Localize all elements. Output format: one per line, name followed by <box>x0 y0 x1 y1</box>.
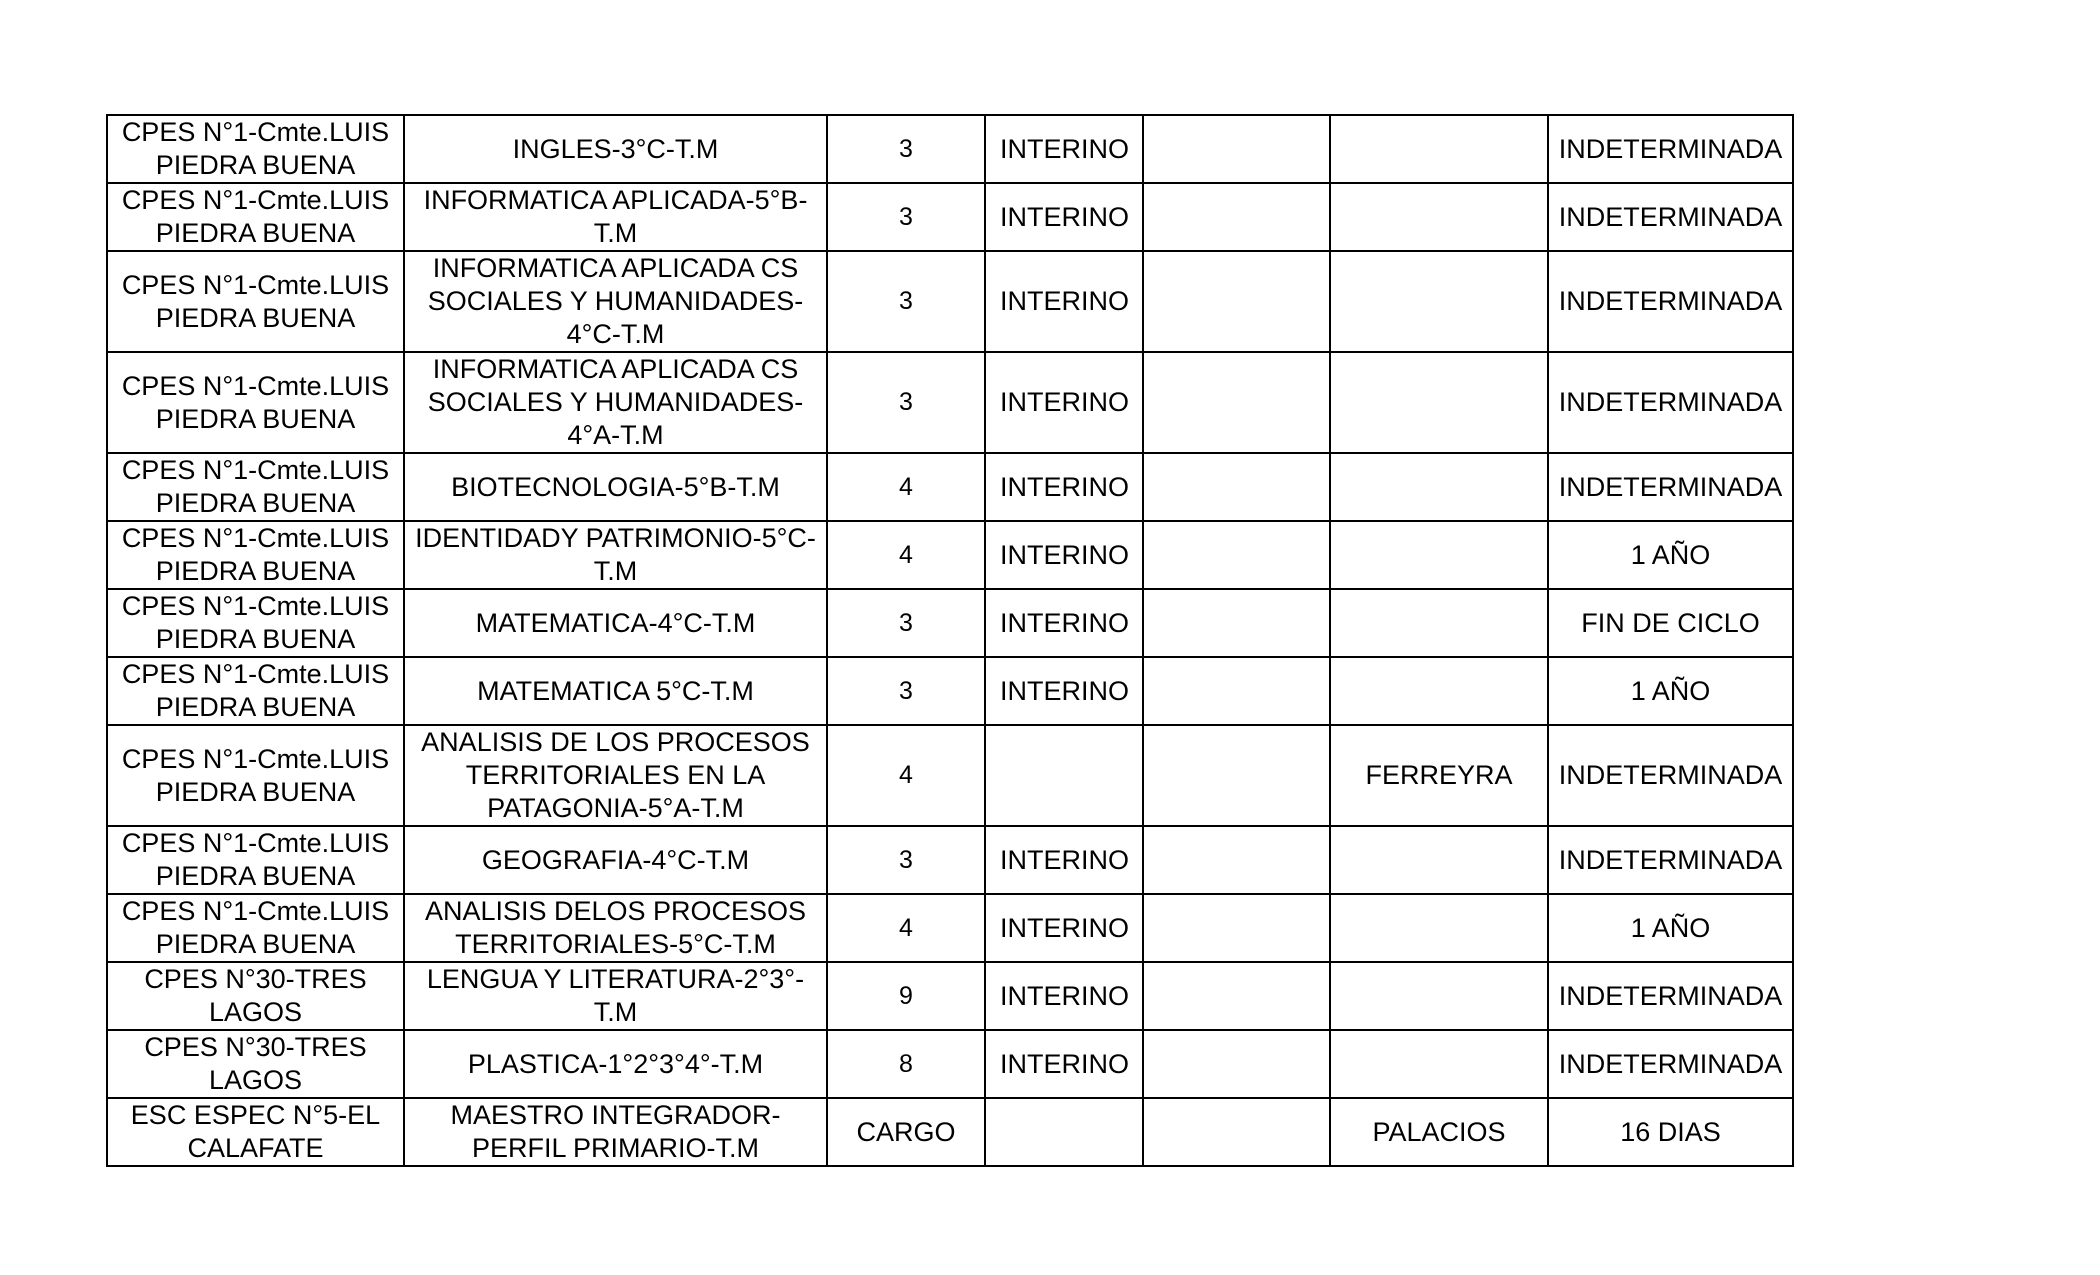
name-cell <box>1330 183 1548 251</box>
hours-cell: 3 <box>827 589 985 657</box>
empty-cell <box>1143 183 1330 251</box>
empty-cell <box>1143 521 1330 589</box>
table-row <box>107 962 1793 1030</box>
duration-cell: INDETERMINADA <box>1548 183 1793 251</box>
table-row <box>107 657 1793 725</box>
duration-cell: INDETERMINADA <box>1548 453 1793 521</box>
table-row <box>107 251 1793 352</box>
name-cell <box>1330 962 1548 1030</box>
hours-cell: 3 <box>827 115 985 183</box>
school-cell: CPES N°1-Cmte.LUIS PIEDRA BUENA <box>107 183 404 251</box>
situation-cell: INTERINO <box>985 251 1143 352</box>
table-row <box>107 589 1793 657</box>
school-cell: CPES N°1-Cmte.LUIS PIEDRA BUENA <box>107 826 404 894</box>
hours-cell: 8 <box>827 1030 985 1098</box>
duration-cell: FIN DE CICLO <box>1548 589 1793 657</box>
situation-cell <box>985 725 1143 826</box>
table-row <box>107 115 1793 183</box>
duration-cell: INDETERMINADA <box>1548 962 1793 1030</box>
subject-cell: INFORMATICA APLICADA CS SOCIALES Y HUMANIDADES-4°A-T.M <box>404 352 827 453</box>
hours-cell: 3 <box>827 352 985 453</box>
school-cell: CPES N°30-TRES LAGOS <box>107 962 404 1030</box>
hours-cell: 9 <box>827 962 985 1030</box>
name-cell: PALACIOS <box>1330 1098 1548 1166</box>
duration-cell: INDETERMINADA <box>1548 115 1793 183</box>
name-cell: FERREYRA <box>1330 725 1548 826</box>
school-cell: CPES N°1-Cmte.LUIS PIEDRA BUENA <box>107 521 404 589</box>
hours-cell: 4 <box>827 521 985 589</box>
school-cell: CPES N°1-Cmte.LUIS PIEDRA BUENA <box>107 589 404 657</box>
table-row <box>107 521 1793 589</box>
vacancy-table <box>106 114 1794 1167</box>
subject-cell: MATEMATICA-4°C-T.M <box>404 589 827 657</box>
table-row <box>107 453 1793 521</box>
name-cell <box>1330 453 1548 521</box>
duration-cell: INDETERMINADA <box>1548 826 1793 894</box>
hours-cell: 4 <box>827 894 985 962</box>
name-cell <box>1330 115 1548 183</box>
subject-cell: GEOGRAFIA-4°C-T.M <box>404 826 827 894</box>
empty-cell <box>1143 1030 1330 1098</box>
situation-cell: INTERINO <box>985 115 1143 183</box>
subject-cell: MATEMATICA 5°C-T.M <box>404 657 827 725</box>
school-cell: CPES N°1-Cmte.LUIS PIEDRA BUENA <box>107 453 404 521</box>
table-row <box>107 1030 1793 1098</box>
hours-cell: 3 <box>827 657 985 725</box>
situation-cell: INTERINO <box>985 183 1143 251</box>
school-cell: CPES N°1-Cmte.LUIS PIEDRA BUENA <box>107 251 404 352</box>
empty-cell <box>1143 1098 1330 1166</box>
subject-cell: LENGUA Y LITERATURA-2°3°-T.M <box>404 962 827 1030</box>
duration-cell: INDETERMINADA <box>1548 251 1793 352</box>
hours-cell: CARGO <box>827 1098 985 1166</box>
situation-cell: INTERINO <box>985 589 1143 657</box>
duration-cell: 1 AÑO <box>1548 521 1793 589</box>
hours-cell: 4 <box>827 453 985 521</box>
situation-cell: INTERINO <box>985 826 1143 894</box>
name-cell <box>1330 657 1548 725</box>
subject-cell: INGLES-3°C-T.M <box>404 115 827 183</box>
empty-cell <box>1143 453 1330 521</box>
school-cell: CPES N°1-Cmte.LUIS PIEDRA BUENA <box>107 352 404 453</box>
hours-cell: 3 <box>827 826 985 894</box>
empty-cell <box>1143 725 1330 826</box>
table-row <box>107 352 1793 453</box>
duration-cell: INDETERMINADA <box>1548 725 1793 826</box>
school-cell: CPES N°1-Cmte.LUIS PIEDRA BUENA <box>107 725 404 826</box>
school-cell: ESC ESPEC N°5-EL CALAFATE <box>107 1098 404 1166</box>
situation-cell: INTERINO <box>985 352 1143 453</box>
empty-cell <box>1143 251 1330 352</box>
duration-cell: 16 DIAS <box>1548 1098 1793 1166</box>
table-row <box>107 826 1793 894</box>
subject-cell: PLASTICA-1°2°3°4°-T.M <box>404 1030 827 1098</box>
school-cell: CPES N°1-Cmte.LUIS PIEDRA BUENA <box>107 115 404 183</box>
situation-cell: INTERINO <box>985 453 1143 521</box>
empty-cell <box>1143 962 1330 1030</box>
name-cell <box>1330 352 1548 453</box>
empty-cell <box>1143 657 1330 725</box>
empty-cell <box>1143 589 1330 657</box>
empty-cell <box>1143 826 1330 894</box>
duration-cell: INDETERMINADA <box>1548 1030 1793 1098</box>
hours-cell: 3 <box>827 251 985 352</box>
situation-cell <box>985 1098 1143 1166</box>
name-cell <box>1330 251 1548 352</box>
subject-cell: ANALISIS DE LOS PROCESOS TERRITORIALES EN LA PATAGONIA-5°A-T.M <box>404 725 827 826</box>
empty-cell <box>1143 894 1330 962</box>
subject-cell: ANALISIS DELOS PROCESOS TERRITORIALES-5°C-T.M <box>404 894 827 962</box>
table-row <box>107 183 1793 251</box>
hours-cell: 3 <box>827 183 985 251</box>
situation-cell: INTERINO <box>985 894 1143 962</box>
name-cell <box>1330 826 1548 894</box>
school-cell: CPES N°1-Cmte.LUIS PIEDRA BUENA <box>107 657 404 725</box>
name-cell <box>1330 894 1548 962</box>
situation-cell: INTERINO <box>985 1030 1143 1098</box>
school-cell: CPES N°1-Cmte.LUIS PIEDRA BUENA <box>107 894 404 962</box>
table-row <box>107 725 1793 826</box>
name-cell <box>1330 521 1548 589</box>
subject-cell: IDENTIDADY PATRIMONIO-5°C-T.M <box>404 521 827 589</box>
situation-cell: INTERINO <box>985 657 1143 725</box>
subject-cell: INFORMATICA APLICADA-5°B-T.M <box>404 183 827 251</box>
name-cell <box>1330 1030 1548 1098</box>
school-cell: CPES N°30-TRES LAGOS <box>107 1030 404 1098</box>
empty-cell <box>1143 115 1330 183</box>
table-row <box>107 894 1793 962</box>
situation-cell: INTERINO <box>985 962 1143 1030</box>
table-row <box>107 1098 1793 1166</box>
subject-cell: BIOTECNOLOGIA-5°B-T.M <box>404 453 827 521</box>
subject-cell: MAESTRO INTEGRADOR-PERFIL PRIMARIO-T.M <box>404 1098 827 1166</box>
name-cell <box>1330 589 1548 657</box>
subject-cell: INFORMATICA APLICADA CS SOCIALES Y HUMANIDADES-4°C-T.M <box>404 251 827 352</box>
empty-cell <box>1143 352 1330 453</box>
duration-cell: 1 AÑO <box>1548 894 1793 962</box>
duration-cell: INDETERMINADA <box>1548 352 1793 453</box>
situation-cell: INTERINO <box>985 521 1143 589</box>
duration-cell: 1 AÑO <box>1548 657 1793 725</box>
hours-cell: 4 <box>827 725 985 826</box>
